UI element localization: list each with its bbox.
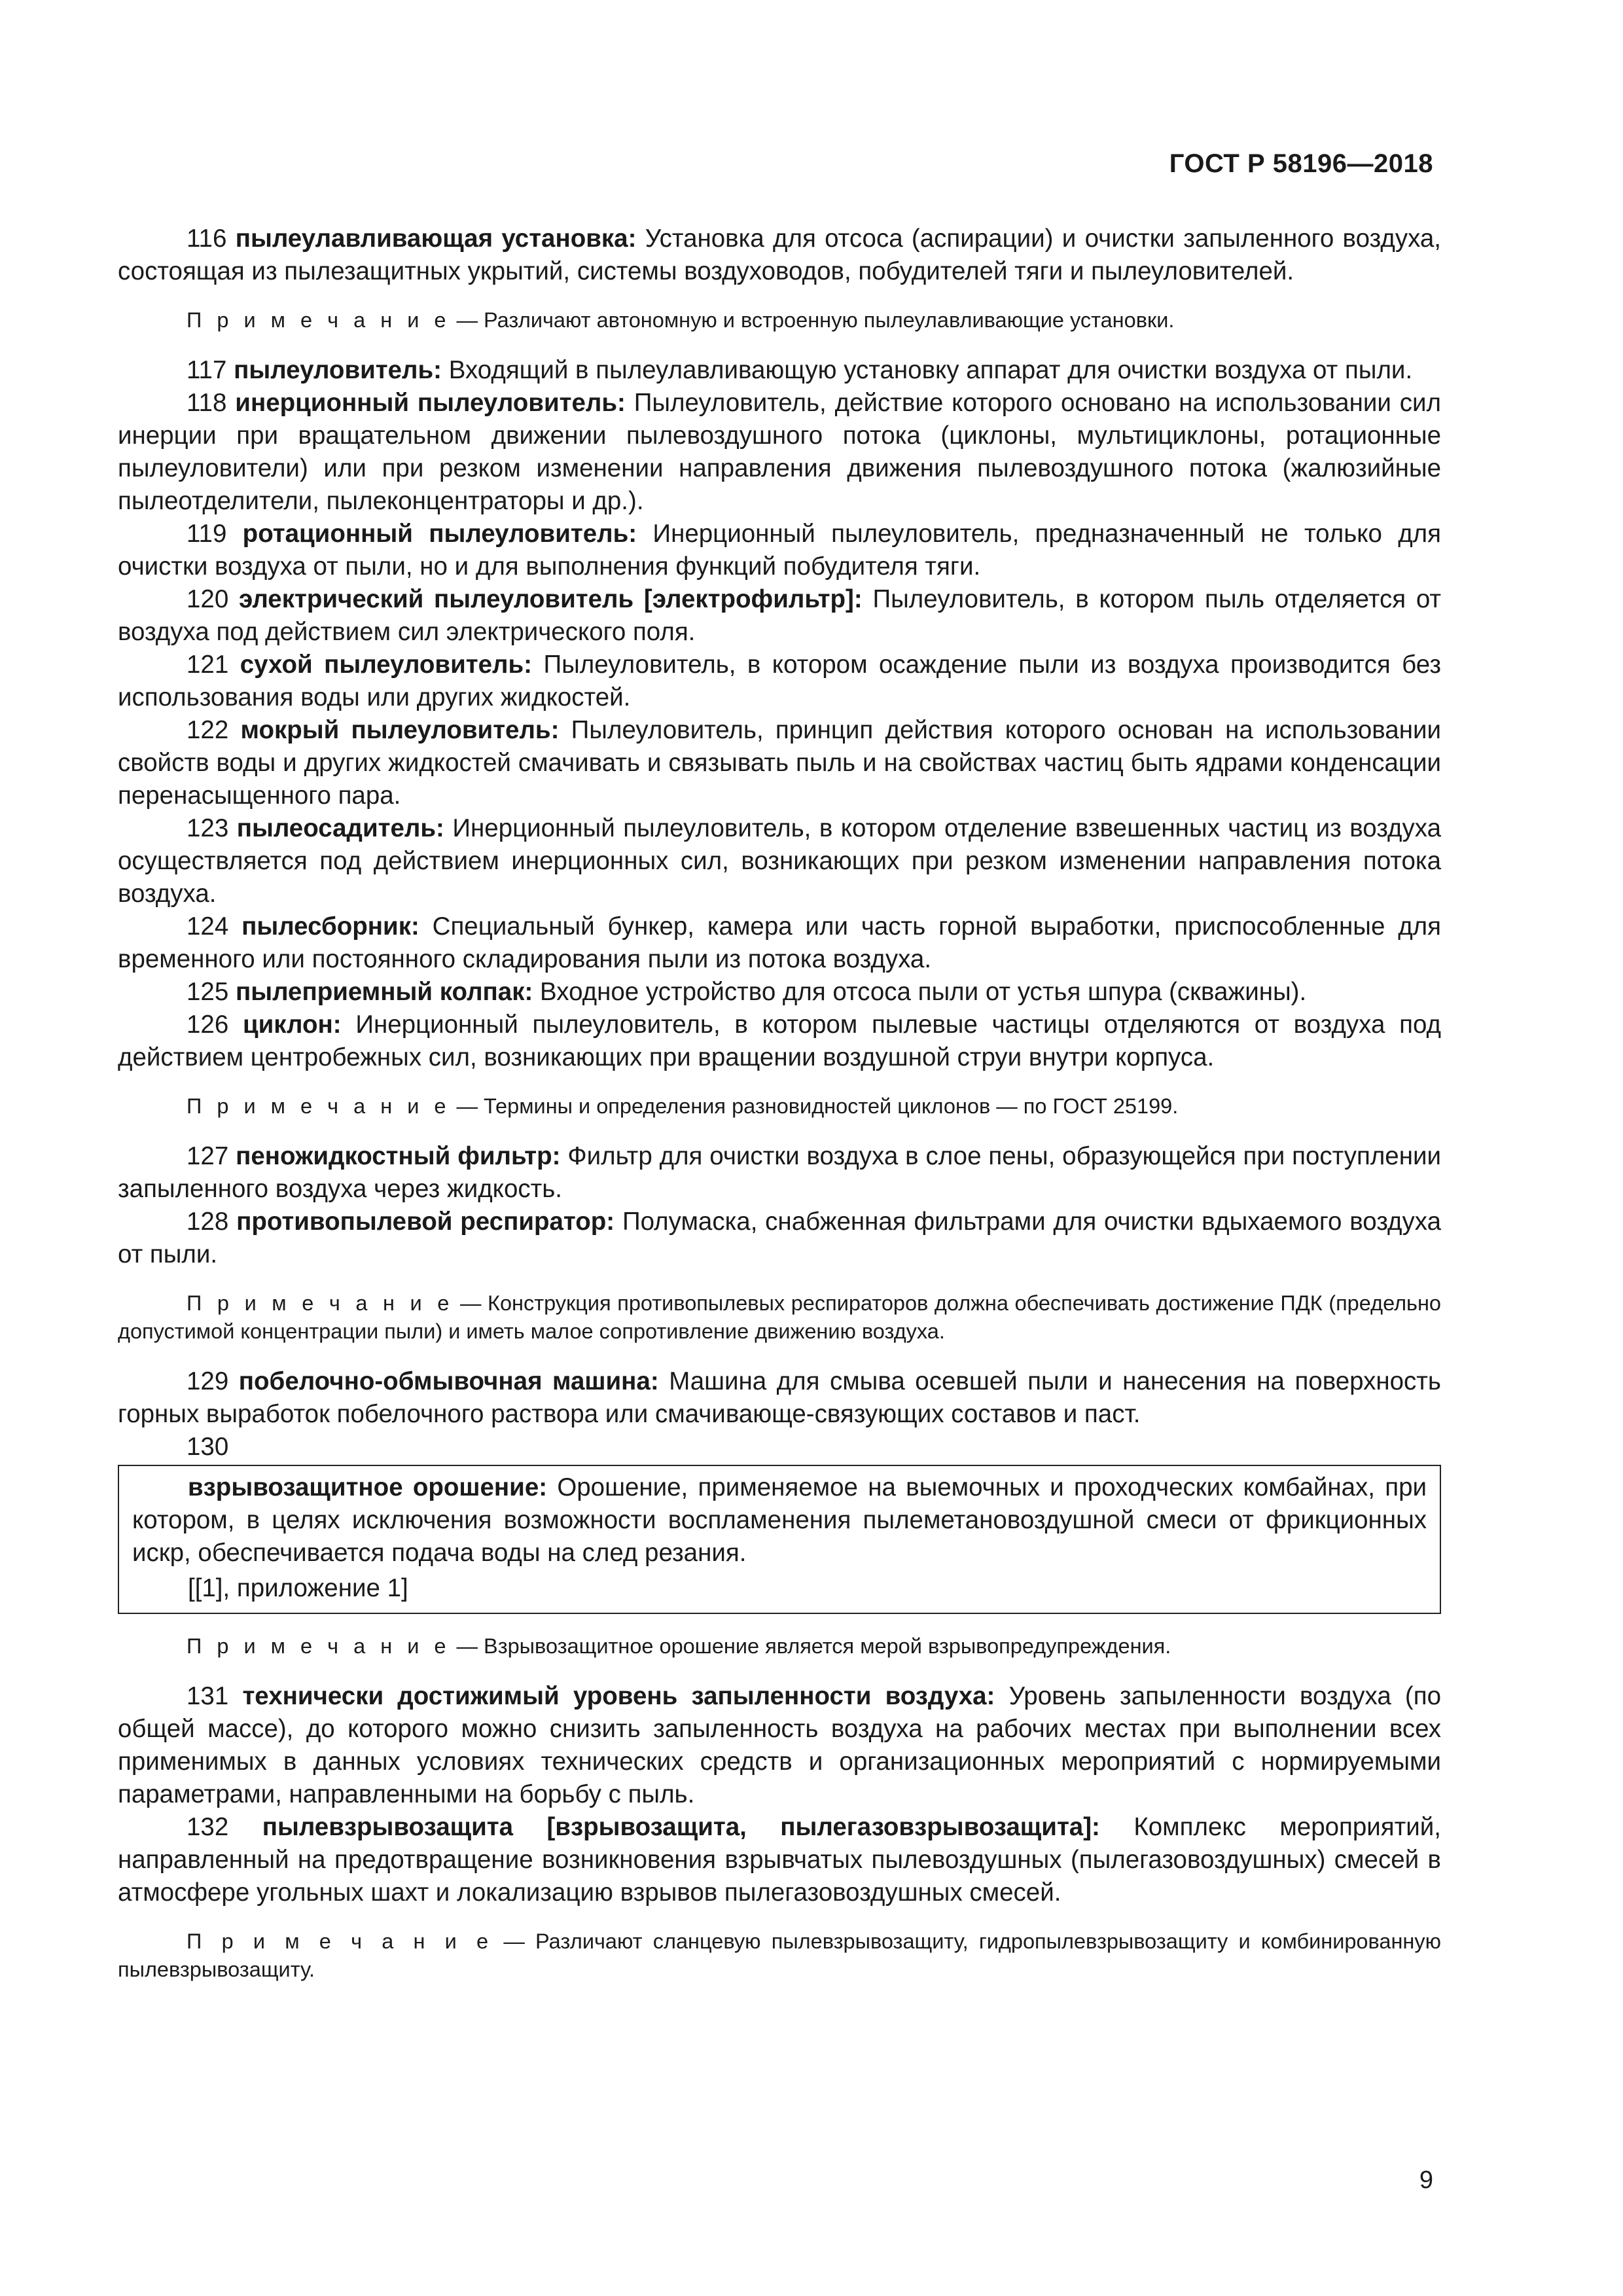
term-number: 123 bbox=[187, 814, 229, 842]
term-entry bbox=[118, 910, 1441, 976]
term-number: 118 bbox=[187, 389, 227, 417]
term-definition: Пылеуловитель, действие которого основано на использовании сил инерции при вращательном движении пылевоздушного потока (циклоны, мультициклоны, ротационные пылеуловители) или при резком изменении направления движения пылевоздушного потока (жалюзийные пылеотделители, пылеконцентраторы и др.). bbox=[118, 389, 1441, 515]
term-definition: Инерционный пылеуловитель, в котором отделение взвешенных частиц из воздуха осуществляется под действием инерционных сил, возникающих при резком изменении направления потока воздуха. bbox=[118, 814, 1442, 908]
term-entry bbox=[118, 649, 1441, 714]
boxed-term bbox=[118, 1465, 1441, 1614]
term-definition: Орошение, применяемое на выемочных и проходческих комбайнах, при котором, в целях исключения возможности воспламенения пылеметановоздушной смеси от фрикционных искр, обеспечивается подача воды на след резания. bbox=[132, 1473, 1427, 1567]
term-entry bbox=[118, 1811, 1441, 1909]
term-number: 119 bbox=[187, 520, 227, 548]
term-name: пеножидкостный фильтр: bbox=[236, 1142, 561, 1170]
term-name: сухой пылеуловитель: bbox=[240, 651, 532, 679]
term-number: 131 bbox=[187, 1682, 229, 1710]
term-definition: Установка для отсоса (аспирации) и очистки запыленного воздуха, состоящая из пылезащитных укрытий, системы воздуховодов, побудителей тяги и пылеуловителей. bbox=[118, 224, 1442, 285]
term-definition: Фильтр для очистки воздуха в слое пены, образующейся при поступлении запыленного воздуха через жидкость. bbox=[118, 1142, 1441, 1203]
term-number: 121 bbox=[187, 651, 229, 679]
term-name: электрический пылеуловитель [электрофильтр]: bbox=[239, 585, 863, 613]
term-name: противопылевой респиратор: bbox=[236, 1208, 615, 1236]
term-definition: Полумаска, снабженная фильтрами для очистки вдыхаемого воздуха от пыли. bbox=[118, 1208, 1441, 1268]
term-number: 125 bbox=[187, 978, 229, 1006]
note-label: П р и м е ч а н и е bbox=[187, 308, 451, 332]
term-entry bbox=[118, 1206, 1441, 1271]
term-name: циклон: bbox=[242, 1011, 342, 1039]
term-name: пылеприемный колпак: bbox=[235, 978, 533, 1006]
term-entry bbox=[118, 223, 1441, 288]
note-text: — Конструкция противопылевых респираторов должна обеспечивать достижение ПДК (предельно допустимой концентрации пыли) и иметь малое сопротивление движению воздуха. bbox=[118, 1291, 1441, 1343]
term-definition: Пылеуловитель, в котором осаждение пыли из воздуха производится без использования воды или других жидкостей. bbox=[118, 651, 1441, 711]
term-number: 116 bbox=[187, 224, 227, 253]
term-name: инерционный пылеуловитель: bbox=[235, 389, 626, 417]
term-definition: Инерционный пылеуловитель, предназначенный не только для очистки воздуха от пыли, но и для выполнения функций побудителя тяги. bbox=[118, 520, 1441, 581]
entries-group-b bbox=[118, 1680, 1441, 1984]
term-name: мокрый пылеуловитель: bbox=[240, 716, 560, 744]
term-definition: Входное устройство для отсоса пыли от устья шпура (скважины). bbox=[540, 978, 1307, 1006]
document-code: ГОСТ Р 58196—2018 bbox=[1169, 149, 1433, 178]
term-name: взрывозащитное орошение: bbox=[188, 1473, 548, 1501]
term-name: ротационный пылеуловитель: bbox=[242, 520, 637, 548]
note-text: — Взрывозащитное орошение является мерой взрывопредупреждения. bbox=[456, 1634, 1171, 1658]
term-entry bbox=[118, 518, 1441, 583]
note-text: — Различают автономную и встроенную пылеулавливающие установки. bbox=[456, 308, 1175, 332]
note-label: П р и м е ч а н и е bbox=[187, 1929, 493, 1953]
boxed-definition bbox=[132, 1471, 1427, 1570]
term-name: пылесборник: bbox=[241, 912, 419, 941]
term-definition: Пылеуловитель, принцип действия которого основан на использовании свойств воды и других жидкостей смачивать и связывать пыль и на свойствах частиц быть ядрами конденсации перенасыщенного пара. bbox=[118, 716, 1441, 810]
term-definition: Входящий в пылеулавливающую установку аппарат для очистки воздуха от пыли. bbox=[448, 356, 1413, 384]
term-entry bbox=[118, 812, 1441, 910]
note bbox=[118, 1632, 1441, 1660]
term-definition: Уровень запыленности воздуха (по общей массе), до которого можно снизить запыленность воздуха на рабочих местах при выполнении всех применимых в данных условиях технических средств и организационных мероприятий с нормируемыми параметрами, направленными на борьбу с пыль. bbox=[118, 1682, 1442, 1808]
term-number: 132 bbox=[187, 1813, 229, 1841]
term-name: технически достижимый уровень запыленности воздуха: bbox=[242, 1682, 995, 1710]
term-definition: Машина для смыва осевшей пыли и нанесения на поверхность горных выработок побелочного раствора или смачивающе-связующих составов и паст. bbox=[118, 1367, 1441, 1428]
entries-group-a bbox=[118, 223, 1441, 1431]
term-name: пылеуловитель: bbox=[234, 356, 442, 384]
term-number: 130 bbox=[187, 1433, 229, 1461]
term-entry bbox=[118, 387, 1441, 518]
term-number: 128 bbox=[187, 1208, 229, 1236]
term-name: пылеулавливающая установка: bbox=[235, 224, 637, 253]
note bbox=[118, 1928, 1441, 1984]
term-entry bbox=[118, 714, 1441, 812]
term-name: побелочно-обмывочная машина: bbox=[238, 1367, 659, 1395]
note-label: П р и м е ч а н и е bbox=[187, 1291, 454, 1315]
term-number: 127 bbox=[187, 1142, 229, 1170]
note bbox=[118, 1289, 1441, 1346]
term-number: 129 bbox=[187, 1367, 229, 1395]
term-entry bbox=[118, 354, 1441, 387]
term-definition: Комплекс мероприятий, направленный на предотвращение возникновения взрывчатых пылевоздушных (пылегазовоздушных) смесей в атмосфере угольных шахт и локализацию взрывов пылегазовоздушных смесей. bbox=[118, 1813, 1441, 1907]
term-name: пылевзрывозащита [взрывозащита, пылегазовзрывозащита]: bbox=[262, 1813, 1100, 1841]
term-number: 126 bbox=[187, 1011, 229, 1039]
page-number: 9 bbox=[1419, 2166, 1433, 2194]
term-source: [[1], приложение 1] bbox=[188, 1574, 408, 1602]
term-entry bbox=[118, 976, 1441, 1009]
term-entry bbox=[118, 1009, 1441, 1074]
term-number: 117 bbox=[187, 356, 227, 384]
note-text: — Различают сланцевую пылевзрывозащиту, гидропылевзрывозащиту и комбинированную пылевзрывозащиту. bbox=[118, 1929, 1441, 1981]
note-text: — Термины и определения разновидностей циклонов — по ГОСТ 25199. bbox=[456, 1094, 1179, 1118]
term-entry bbox=[118, 1365, 1441, 1431]
note-label: П р и м е ч а н и е bbox=[187, 1094, 451, 1118]
term-name: пылеосадитель: bbox=[236, 814, 444, 842]
term-entry bbox=[118, 1680, 1441, 1811]
term-definition: Инерционный пылеуловитель, в котором пылевые частицы отделяются от воздуха под действием центробежных сил, возникающих при вращении воздушной струи внутри корпуса. bbox=[118, 1011, 1442, 1071]
term-definition: Пылеуловитель, в котором пыль отделяется от воздуха под действием сил электрического поля. bbox=[118, 585, 1442, 646]
note bbox=[118, 1092, 1441, 1121]
term-definition: Специальный бункер, камера или часть горной выработки, приспособленные для временного или постоянного складирования пыли из потока воздуха. bbox=[118, 912, 1441, 973]
term-number: 124 bbox=[187, 912, 229, 941]
note-label: П р и м е ч а н и е bbox=[187, 1634, 451, 1658]
term-number: 120 bbox=[187, 585, 229, 613]
term-number: 122 bbox=[187, 716, 229, 744]
note bbox=[118, 306, 1441, 334]
term-entry bbox=[118, 583, 1441, 649]
term-entry bbox=[118, 1140, 1441, 1206]
terms-list bbox=[118, 223, 1441, 2003]
